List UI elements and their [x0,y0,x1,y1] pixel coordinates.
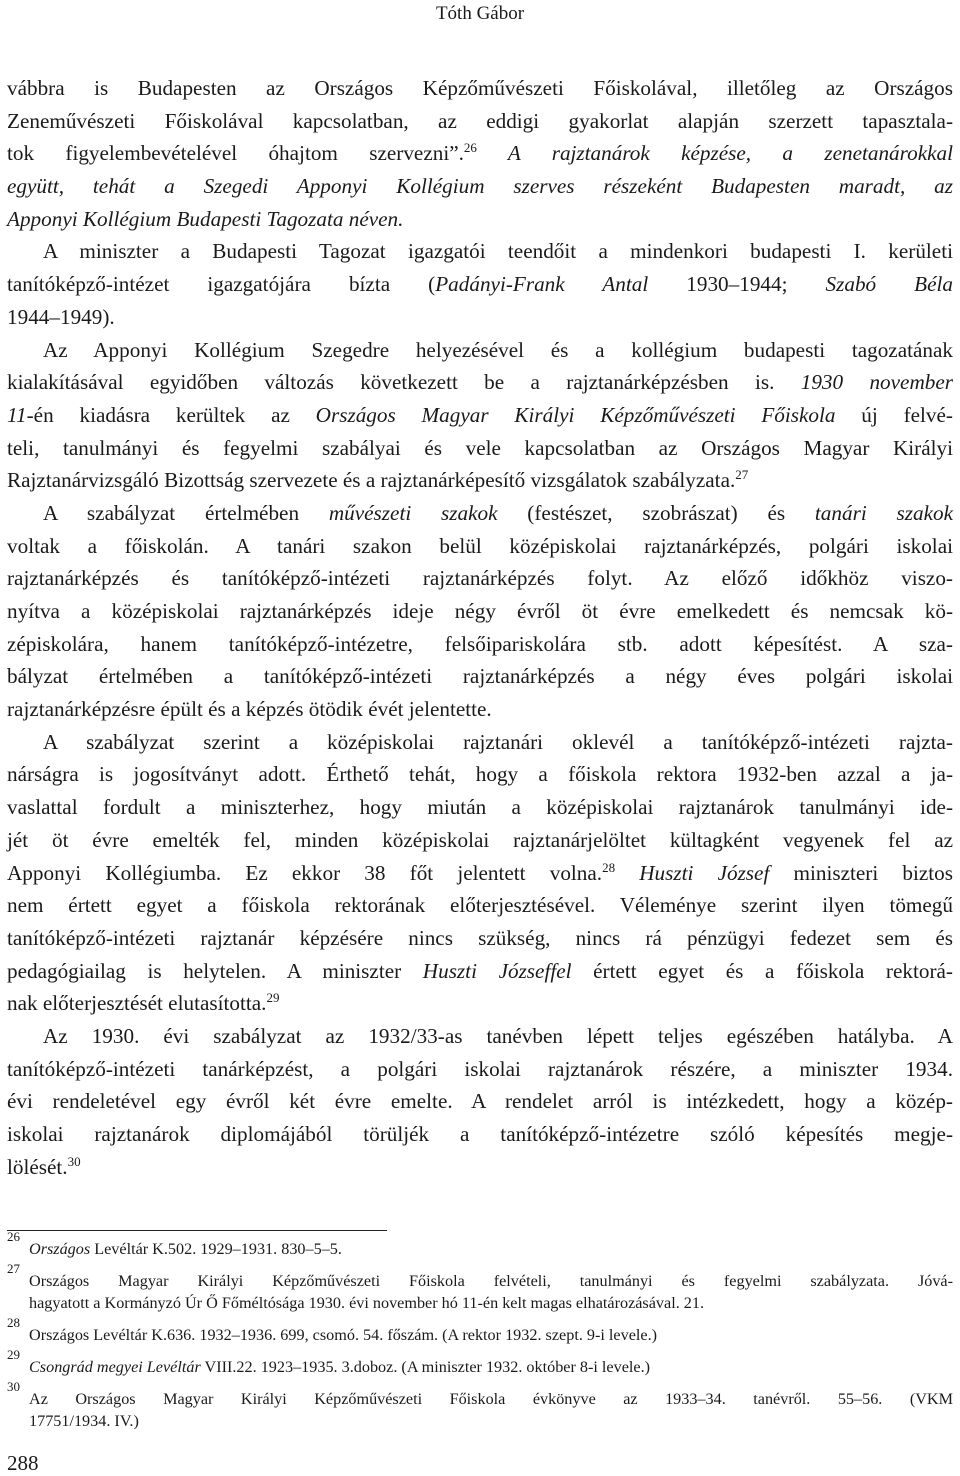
footnote-26: 26 Országos Levéltár K.502. 1929–1931. 830–5–5. [7,1229,342,1258]
body-line: nak előterjesztését elutasította.$^{29}$ [7,990,280,1016]
footnote-ref-30[interactable]: 30 [67,1153,81,1169]
body-line: jét öt évre emelték fel, minden középiskolai rajztanárjelöltet kültagként vegyenek fel az [7,827,953,852]
footnote-ref-28[interactable]: 28 [602,859,616,875]
footnote-29: 29 Csongrád megyei Levéltár VIII.22. 1923–1935. 3.doboz. (A miniszter 1932. október 8-i levele.) [7,1347,651,1376]
body-line: Zeneművészeti Főiskolával kapcsolatban, az eddigi gyakorlat alapján szerzett tapasztala- [7,108,953,133]
running-header-author: Tóth Gábor [435,3,525,24]
body-line: rajztanárképzésre épült és a képzés ötödik évét jelentette. [7,697,492,722]
footnote-number: 26 [7,1229,20,1244]
body-line: nem értett egyet a főiskola rektorának előterjesztésével. Véleménye szerint ilyen tömegű [7,893,953,918]
body-line: tanítóképző-intézet igazgatójára bízta (Padányi-Frank Antal 1930–1944; Szabó Béla [7,272,954,297]
paragraph-start: A miniszter a Budapesti Tagozat igazgatói teendőit a mindenkori budapesti I. kerületi [43,239,953,264]
body-line: bályzat értelmében a tanítóképző-intézeti rajztanárképzés a négy éves polgári iskolai [7,664,953,689]
body-line: 11-én kiadásra kerültek az Országos Magyar Királyi Képzőművészeti Főiskola új felvé- [7,402,953,427]
body-line: együtt, tehát a Szegedi Apponyi Kollégium szerves részeként Budapesten maradt, az [7,174,953,199]
footnote-27: 27 Országos Magyar Királyi Képzőművészeti Főiskola felvételi, tanulmányi és fegyelmi szabályzata. Jóvá- hagyatott a Kormányzó Úr Ő Főméltósága 1930. évi november hó 11-én kelt magas elhatározásával. 21. [7,1261,953,1312]
footnote-separator [7,1230,387,1231]
body-text [7,72,953,1183]
body-line: Apponyi Kollégiumba. Ez ekkor 38 főt jelentett volna.$^{28}$ Huszti József miniszteri biztos [7,859,953,885]
footnote-number: 28 [7,1315,20,1330]
body-line: vaslattal fordult a miniszterhez, hogy miután a középiskolai rajztanárok tanulmányi ide- [7,795,953,820]
footnote-ref-27[interactable]: 27 [735,467,749,483]
footnote-30: 30 Az Országos Magyar Királyi Képzőművészeti Főiskola évkönyve az 1933–34. tanévről. 55–56. (VKM 17751/1934. IV.) [7,1379,953,1430]
body-line: rajztanárképzés és tanítóképző-intézeti rajztanárképzés folyt. Az előző időkhöz viszo- [7,566,953,591]
body-line: lölését.$^{30}$ [7,1153,81,1179]
footnote-ref-29[interactable]: 29 [266,990,280,1006]
body-line: pedagógiailag is helytelen. A miniszter Huszti Józseffel értett egyet és a főiskola rektorá- [7,958,953,983]
body-line: nárságra is jogosítványt adott. Érthető tehát, hogy a főiskola rektora 1932-ben azzal a ja- [7,762,953,787]
body-line: tok figyelembevételével óhajtom szervezni”.$^{26}$ A rajztanárok képzése, a zenetanárokkal [7,140,953,166]
body-line: nyítva a középiskolai rajztanárképzés ideje négy évről öt évre emelkedett és nemcsak kö- [7,599,953,623]
body-line: teli, tanulmányi és fegyelmi szabályai és vele kapcsolatban az Országos Magyar Királyi [7,435,953,460]
body-line: kialakításával egyidőben változás következett be a rajztanárképzésben is. 1930 november [7,370,953,395]
footnotes [7,1229,953,1432]
body-line: Apponyi Kollégium Budapesti Tagozata néven. [7,206,404,231]
body-line: Rajztanárvizsgáló Bizottság szervezete és a rajztanárképesítő vizsgálatok szabályzata.$^{27}$ [7,467,749,493]
footnote-ref-26[interactable]: 26 [463,140,477,156]
body-line: évi rendeletével egy évről két évre emelte. A rendelet arról is intézkedett, hogy a közép- [7,1089,953,1114]
paragraph-start: A szabályzat értelmében művészeti szakok (festészet, szobrászat) és tanári szakok [43,500,953,525]
paragraph-start: A szabályzat szerint a középiskolai rajztanári oklevél a tanítóképző-intézeti rajzta- [43,729,953,754]
body-line: tanítóképző-intézeti tanárképzést, a polgári iskolai rajztanárok részére, a miniszter 1934. [7,1056,953,1081]
body-line: voltak a főiskolán. A tanári szakon belül középiskolai rajztanárképzés, polgári iskolai [7,533,953,558]
page-number: 288 [7,1451,39,1475]
body-line: iskolai rajztanárok diplomájából törüljék a tanítóképző-intézetre szóló képesítés megje- [7,1122,953,1146]
body-line: vábbra is Budapesten az Országos Képzőművészeti Főiskolával, illetőleg az Országos [7,76,953,100]
footnote-number: 29 [7,1347,20,1362]
body-line: 1944–1949). [7,304,115,329]
footnote-28: 28 Országos Levéltár K.636. 1932–1936. 699, csomó. 54. főszám. (A rektor 1932. szept. 9-i levele.) [7,1315,658,1344]
paragraph-start: Az Apponyi Kollégium Szegedre helyezésével és a kollégium budapesti tagozatának [43,337,953,362]
body-line: tanítóképző-intézeti rajztanár képzésére nincs szükség, nincs rá pénzügyi fedezet sem és [7,925,953,950]
paragraph-start: Az 1930. évi szabályzat az 1932/33-as tanévben lépett teljes egészében hatályba. A [43,1023,953,1048]
footnote-number: 27 [7,1261,20,1276]
body-line: zépiskolára, hanem tanítóképző-intézetre, felsőipariskolára stb. adott képesítést. A sza- [7,631,953,656]
footnote-number: 30 [7,1379,20,1394]
